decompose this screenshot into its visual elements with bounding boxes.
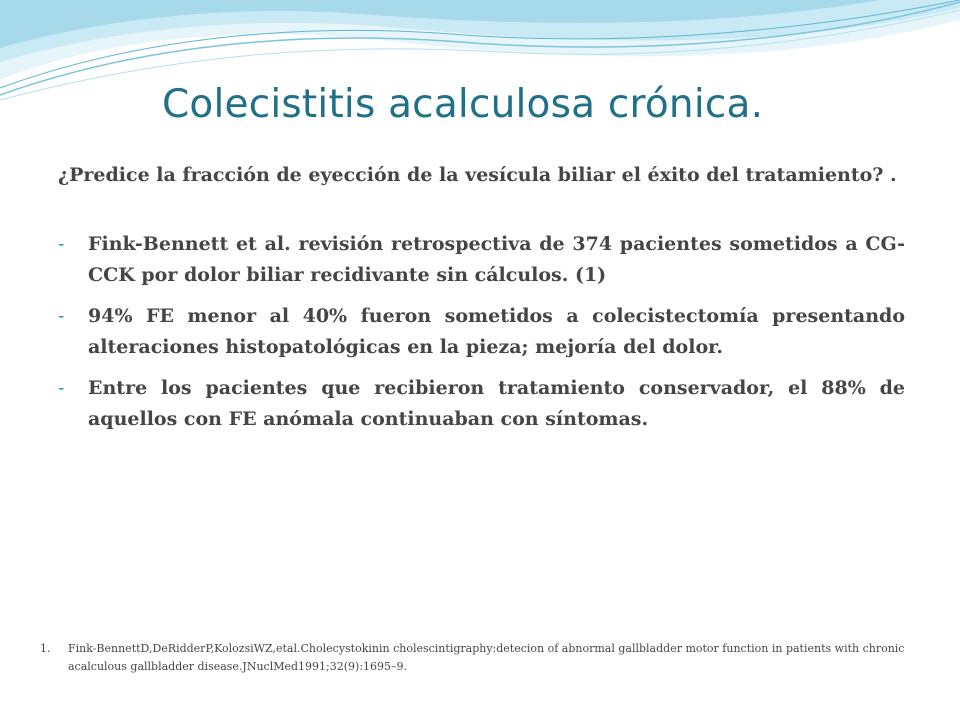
reference-number: 1. xyxy=(40,642,51,655)
bullet-text: Entre los pacientes que recibieron tratamiento conservador, el 88% de aquellos con FE anómala continuaban con síntomas. xyxy=(88,377,905,430)
references-list xyxy=(40,640,920,676)
question-text: ¿Predice la fracción de eyección de la vesícula biliar el éxito del tratamiento? . xyxy=(58,164,897,186)
bullet-dash-icon: - xyxy=(58,233,65,255)
bullet-dash-icon: - xyxy=(58,377,65,399)
slide-body xyxy=(58,160,905,445)
bullet-text: 94% FE menor al 40% fueron sometidos a colecistectomía presentando alteraciones histopatológicas en la pieza; mejoría del dolor. xyxy=(88,305,905,358)
bullet-item xyxy=(58,373,905,435)
bullet-list xyxy=(58,229,905,435)
reference-text: Fink-BennettD,DeRidderP,KolozsiWZ,etal.Cholecystokinin cholescintigraphy:detecion of abnormal gallbladder motor function in patients with chronic acalculous gallbladder disease.JNuclMed1991;32(9):1695–9. xyxy=(68,642,905,673)
bullet-dash-icon: - xyxy=(58,305,65,327)
bullet-item xyxy=(58,301,905,363)
reference-item xyxy=(40,640,920,676)
bullet-text: Fink-Bennett et al. revisión retrospectiva de 374 pacientes sometidos a CG-CCK por dolor biliar recidivante sin cálculos. (1) xyxy=(88,233,905,286)
slide-title: Colecistitis acalculosa crónica. xyxy=(162,82,764,127)
bullet-item xyxy=(58,229,905,291)
